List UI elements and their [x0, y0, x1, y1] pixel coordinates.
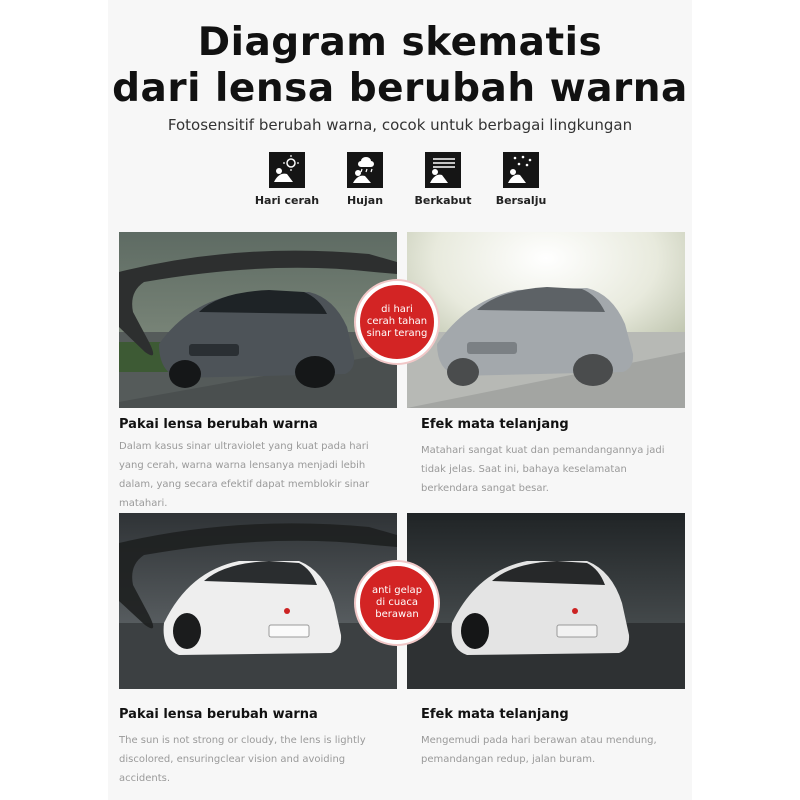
- weather-item-fog: [406, 152, 480, 207]
- weather-item-sunny: [250, 152, 324, 207]
- caption-title-sunny-naked: Efek mata telanjang: [421, 417, 569, 432]
- snow-driving-icon: [503, 152, 539, 188]
- caption-body-sunny-naked: Matahari sangat kuat dan pemandangannya jadi tidak jelas. Saat ini, bahaya keselamatan berkendara sangat besar.: [421, 445, 665, 494]
- weather-label: Berkabut: [414, 194, 472, 207]
- sunny-badge: di hari cerah tahan sinar terang: [356, 281, 438, 363]
- rain-driving-icon: [347, 152, 383, 188]
- weather-icon-row: [250, 152, 550, 214]
- caption-body-sunny-lens: Dalam kasus sinar ultraviolet yang kuat pada hari yang cerah, warna warna lensanya menjadi lebih dalam, yang secara efektif dapat memblokir sinar matahari.: [119, 441, 370, 509]
- page-subtitle: Fotosensitif berubah warna, cocok untuk berbagai lingkungan: [167, 116, 633, 134]
- weather-label: Hujan: [346, 194, 384, 207]
- page-title-line2: dari lensa berubah warna: [112, 66, 688, 111]
- fog-driving-icon: [425, 152, 461, 188]
- page-title-line1: Diagram skematis: [197, 20, 603, 65]
- caption-title-cloudy-naked: Efek mata telanjang: [421, 707, 569, 722]
- weather-item-snow: [484, 152, 558, 207]
- photo-sunny-naked-eye: [407, 232, 685, 408]
- sunny-driving-icon: [269, 152, 305, 188]
- weather-label: Hari cerah: [254, 194, 320, 207]
- caption-body-cloudy-lens: The sun is not strong or cloudy, the lens is lightly discolored, ensuringclear vision and avoiding accidents.: [119, 735, 366, 784]
- caption-title-cloudy-lens: Pakai lensa berubah warna: [119, 707, 318, 722]
- photo-cloudy-naked-eye: [407, 513, 685, 689]
- cloudy-badge: anti gelap di cuaca berawan: [356, 562, 438, 644]
- weather-label: Bersalju: [495, 194, 547, 207]
- caption-body-cloudy-naked: Mengemudi pada hari berawan atau mendung, pemandangan redup, jalan buram.: [421, 735, 657, 765]
- weather-item-rain: [328, 152, 402, 207]
- caption-title-sunny-lens: Pakai lensa berubah warna: [119, 417, 318, 432]
